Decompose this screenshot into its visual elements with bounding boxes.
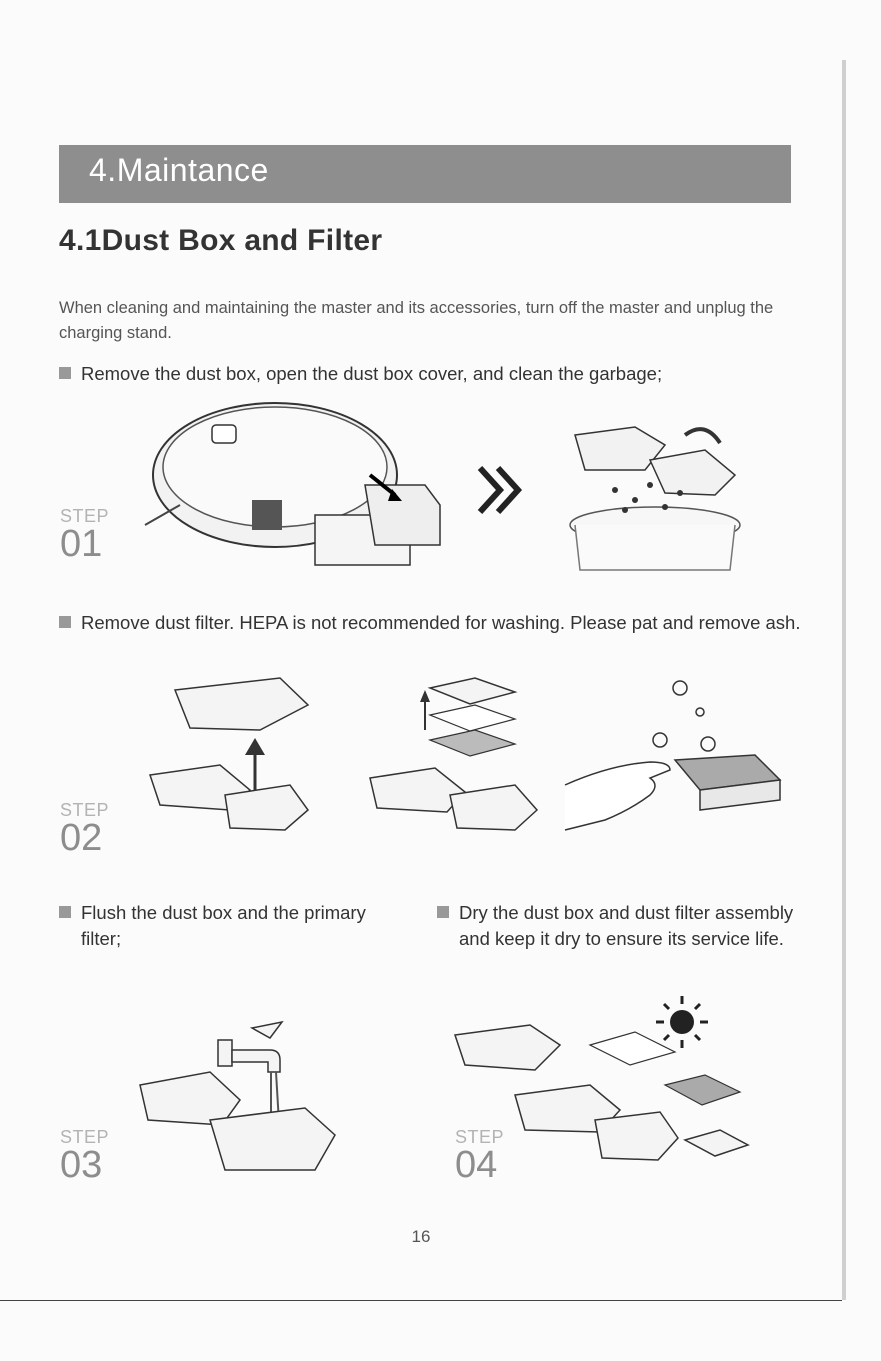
bullet-square-icon <box>59 616 71 628</box>
bullet-text: Dry the dust box and dust filter assembly and keep it dry to ensure its service life. <box>459 902 794 949</box>
step-label: STEP <box>60 506 110 526</box>
step-01-badge <box>60 506 109 566</box>
lifting-filter-from-dust-box-illustration <box>140 670 320 840</box>
step-number: 03 <box>60 1144 103 1186</box>
bullet-remove-dust-box <box>59 361 799 387</box>
step-number: 02 <box>60 817 103 859</box>
step-number: 04 <box>455 1144 498 1186</box>
bullet-square-icon <box>59 367 71 379</box>
chapter-title: 4.Maintance <box>89 152 269 188</box>
filter-layers-exploded-illustration <box>365 670 545 840</box>
step-label: STEP <box>60 800 110 820</box>
page-number: 16 <box>411 1227 431 1246</box>
bullet-text: Flush the dust box and the primary filter; <box>81 902 366 949</box>
step-label: STEP <box>60 1127 110 1147</box>
robot-vacuum-dust-box-illustration <box>140 395 470 575</box>
section-title: 4.1Dust Box and Filter <box>59 224 383 257</box>
bullet-flush-dust-box <box>59 900 381 952</box>
sun-icon <box>656 996 708 1048</box>
step-03-badge <box>60 1127 109 1187</box>
page-edge-shadow <box>842 60 846 1300</box>
bullet-dry-dust-box <box>437 900 819 952</box>
emptying-dust-box-into-bin-illustration <box>555 415 755 575</box>
bullet-remove-dust-filter <box>59 610 821 636</box>
step-number: 01 <box>60 523 103 565</box>
step-label: STEP <box>455 1127 505 1147</box>
bullet-square-icon <box>437 906 449 918</box>
next-step-chevron-icon <box>470 460 530 520</box>
chapter-header-bar <box>59 145 791 203</box>
bullet-square-icon <box>59 906 71 918</box>
air-drying-components-in-sun-illustration <box>450 990 750 1170</box>
step-02-badge <box>60 800 109 860</box>
intro-paragraph: When cleaning and maintaining the master and its accessories, turn off the master and unplug the charging stand. <box>59 299 774 342</box>
faucet-flushing-dust-box-illustration <box>130 1010 350 1185</box>
bullet-text: Remove dust filter. HEPA is not recommended for washing. Please pat and remove ash. <box>81 612 801 633</box>
page-bottom-edge <box>0 1300 842 1301</box>
patting-filter-to-remove-ash-illustration <box>560 670 790 840</box>
bullet-text: Remove the dust box, open the dust box cover, and clean the garbage; <box>81 363 663 384</box>
